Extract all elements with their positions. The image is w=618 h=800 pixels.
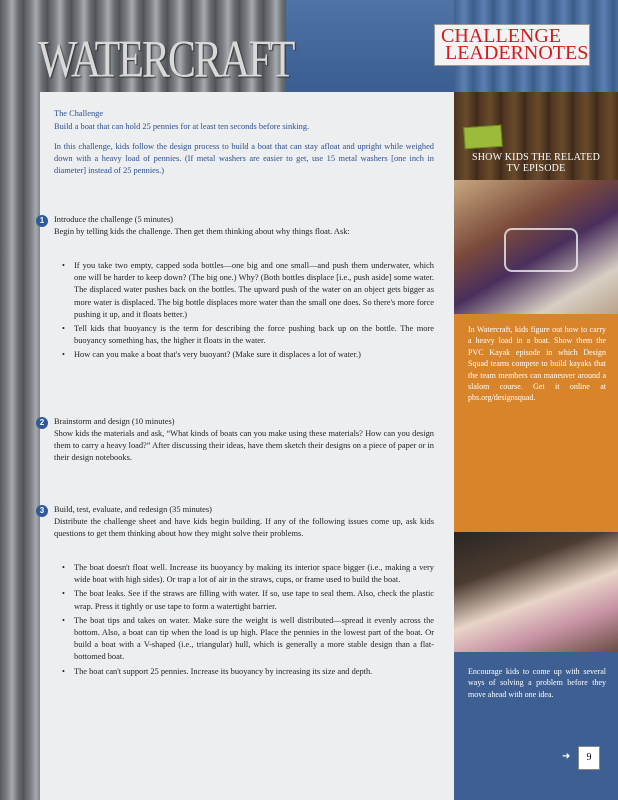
- list-item: • How can you make a boat that's very buoyant? (Make sure it displaces a lot of water.): [54, 349, 434, 361]
- page-number: 9: [578, 746, 600, 770]
- header-blue-panel: [286, 0, 454, 92]
- badge-line-1: CHALLENGE: [441, 25, 561, 47]
- page-title: WATERCRAFT: [38, 31, 294, 89]
- badge-line-2: LEADERNOTES: [445, 42, 589, 64]
- list-item: • The boat can't support 25 pennies. Increase its buoyancy by increasing its size and depth.: [54, 666, 434, 678]
- step-title: Brainstorm and design (10 minutes): [54, 417, 175, 426]
- episode-text: In Watercraft, kids figure out how to carry a heavy load in a boat. Show them the PVC Kayak episode in which Design Squad teams compete to build kayaks that the team members can maneuver around a slalom course. Get it online at pbs.org/designsquad.: [468, 325, 606, 403]
- list-item: • The boat leaks. See if the straws are filling with water. If so, use tape to seal them. Also, check the plastic wrap. Press it tightly or use tape to form a watertight barrier.: [54, 588, 434, 612]
- step-number-badge: 3: [36, 505, 48, 517]
- sidebar: [454, 92, 618, 800]
- step-intro: Show kids the materials and ask, “What kinds of boats can you make using these materials? How can you design them to carry a heavy load?” After discussing their ideas, have them sketch their designs on a piece of paper or in their design notebooks.: [54, 429, 434, 463]
- step-intro: Begin by telling kids the challenge. Then get them thinking about why things float. Ask:: [54, 227, 350, 236]
- main-content: [40, 92, 454, 800]
- next-page-arrow-icon: ➜: [562, 751, 571, 762]
- step-bullet-list: [54, 260, 434, 364]
- left-metal-strip: [0, 92, 40, 800]
- episode-heading: SHOW KIDS THE RELATED TV EPISODE: [472, 152, 600, 174]
- list-item: • If you take two empty, capped soda bottles—one big and one small—and push them underwater, which one will be harder to keep down? (The big one.) Why? (Both bottles displace [i.e., push aside] some water. The displaced water pushes back on the bottles. The upward push of the water on an object gets bigger as more water is displaced. The big bottle displaces more water than the small one does. So there's more force pushing it up, and it floats better.): [54, 260, 434, 321]
- pvc-frame-shape: [504, 228, 578, 272]
- step-number-badge: 2: [36, 417, 48, 429]
- step-number-badge: 1: [36, 215, 48, 227]
- challenge-details: In this challenge, kids follow the design process to build a boat that can stay afloat and upright while weighed down with a heavy load of pennies. (If metal washers are easier to get, use 15 metal washers [one inch in diameter] instead of 25 pennies.): [54, 142, 434, 176]
- step-intro: Distribute the challenge sheet and have kids begin building. If any of the following issues come up, ask kids questions to get them thinking about how they might solve their problems.: [54, 517, 434, 539]
- list-item: • Tell kids that buoyancy is the term for describing the force pushing back up on the bottle. The more buoyancy something has, the higher it floats in the water.: [54, 323, 434, 347]
- challenge-leadernotes-badge: [434, 24, 590, 66]
- tip-text: Encourage kids to come up with several ways of solving a problem before they move ahead with one idea.: [468, 667, 606, 699]
- kids-building-photo: [454, 180, 618, 314]
- challenge-heading: The Challenge: [54, 109, 104, 118]
- step-title: Introduce the challenge (5 minutes): [54, 215, 174, 224]
- tv-icon: [463, 125, 502, 150]
- list-item: • The boat tips and takes on water. Make sure the weight is well distributed—spread it evenly across the bottom. Also, a boat can tip when the load is up high. Place the pennies in the lowest part of the boat. Or build a boat with a V-shaped (i.e., triangular) hull, which is generally a more stable design than a flat-bottomed boat.: [54, 615, 434, 664]
- list-item: • The boat doesn't float well. Increase its buoyancy by making its interior space bigger (i.e., making a very wide boat with high sides). Or trap a lot of air in the straws, cups, or frame used to build the boat.: [54, 562, 434, 586]
- step-bullet-list: [54, 562, 434, 680]
- kids-boat-photo: [454, 532, 618, 652]
- step-title: Build, test, evaluate, and redesign (35 minutes): [54, 505, 212, 514]
- challenge-statement: Build a boat that can hold 25 pennies for at least ten seconds before sinking.: [54, 122, 310, 131]
